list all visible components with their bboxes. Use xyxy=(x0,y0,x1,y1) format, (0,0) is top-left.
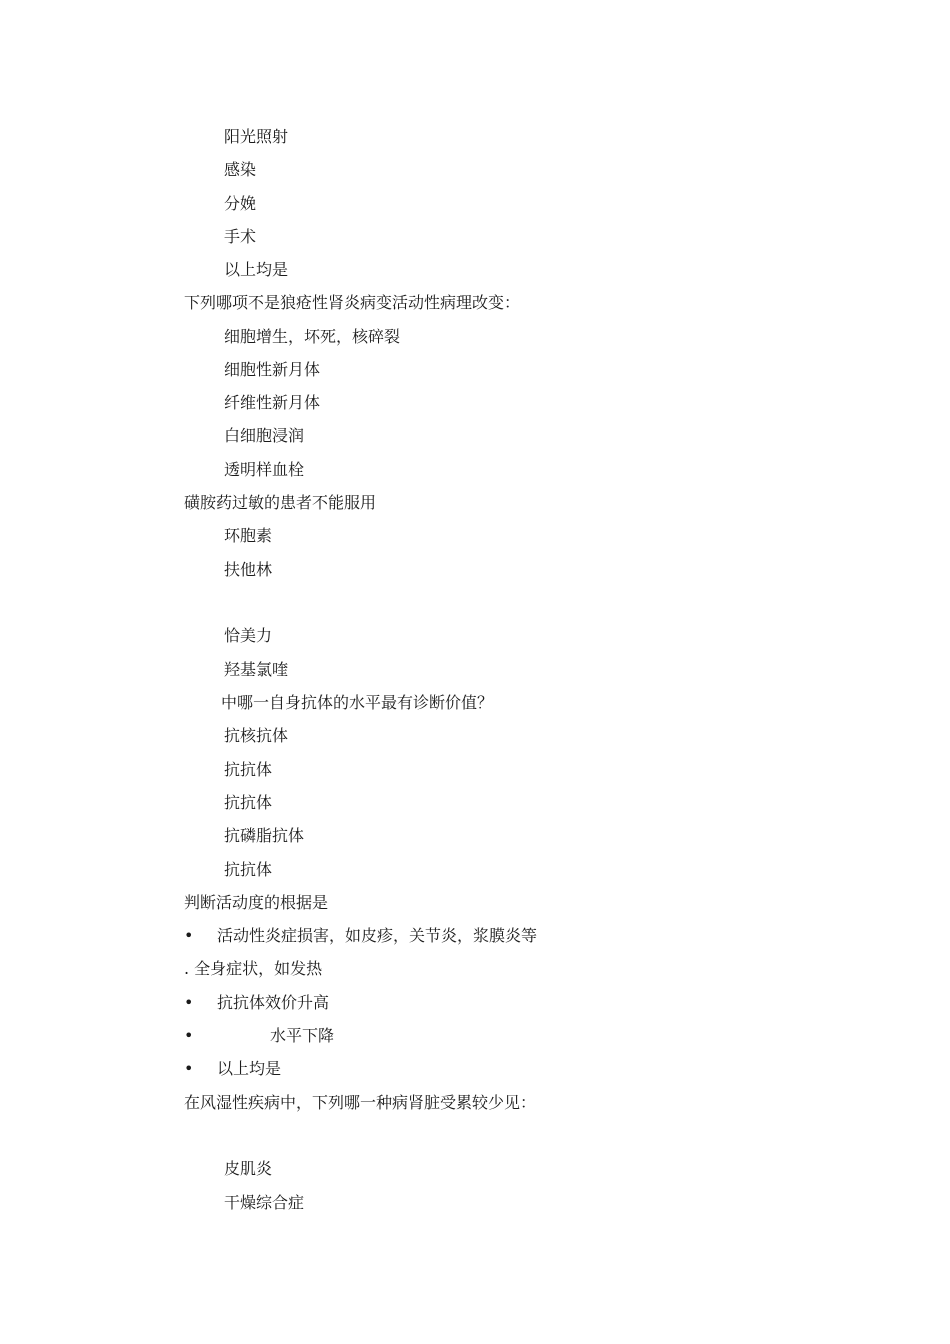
option-text: 分娩 xyxy=(224,194,257,213)
option-text: 以上均是 xyxy=(224,260,289,279)
question-text: 磺胺药过敏的患者不能服用 xyxy=(184,493,377,512)
question-text: 判断活动度的根据是 xyxy=(184,893,329,912)
list-item-text: 活动性炎症损害，如皮疹，关节炎，浆膜炎等 xyxy=(217,926,538,945)
list-item-text: 以上均是 xyxy=(217,1059,282,1078)
list-item-text: 水平下降 xyxy=(270,1026,335,1045)
question-text: 中哪一自身抗体的水平最有诊断价值？ xyxy=(221,693,494,712)
list-item-text: 抗抗体效价升高 xyxy=(217,993,330,1012)
option-text: 抗抗体 xyxy=(224,760,273,779)
option-text: 细胞增生，坏死，核碎裂 xyxy=(224,327,401,346)
option-text: 皮肌炎 xyxy=(224,1159,273,1178)
option-text: 恰美力 xyxy=(224,626,273,645)
option-text: 环胞素 xyxy=(224,526,273,545)
list-item-text: . 全身症状，如发热 xyxy=(184,959,323,978)
option-text: 抗核抗体 xyxy=(224,726,289,745)
option-text: 阳光照射 xyxy=(224,127,289,146)
option-text: 扶他林 xyxy=(224,560,273,579)
option-text: 羟基氯喹 xyxy=(224,660,289,679)
bullet-icon: • xyxy=(184,1059,194,1078)
option-text: 白细胞浸润 xyxy=(224,426,305,445)
option-text: 感染 xyxy=(224,160,257,179)
option-text: 抗磷脂抗体 xyxy=(224,826,305,845)
option-text: 抗抗体 xyxy=(224,860,273,879)
option-text: 干燥综合症 xyxy=(224,1193,305,1212)
option-text: 透明样血栓 xyxy=(224,460,305,479)
bullet-icon: • xyxy=(184,926,194,945)
option-text: 纤维性新月体 xyxy=(224,393,321,412)
option-text: 抗抗体 xyxy=(224,793,273,812)
question-text: 下列哪项不是狼疮性肾炎病变活动性病理改变： xyxy=(184,293,521,312)
option-text: 细胞性新月体 xyxy=(224,360,321,379)
bullet-icon: • xyxy=(184,993,194,1012)
option-text: 手术 xyxy=(224,227,257,246)
question-text: 在风湿性疾病中，下列哪一种病肾脏受累较少见： xyxy=(184,1093,537,1112)
bullet-icon: • xyxy=(184,1026,194,1045)
